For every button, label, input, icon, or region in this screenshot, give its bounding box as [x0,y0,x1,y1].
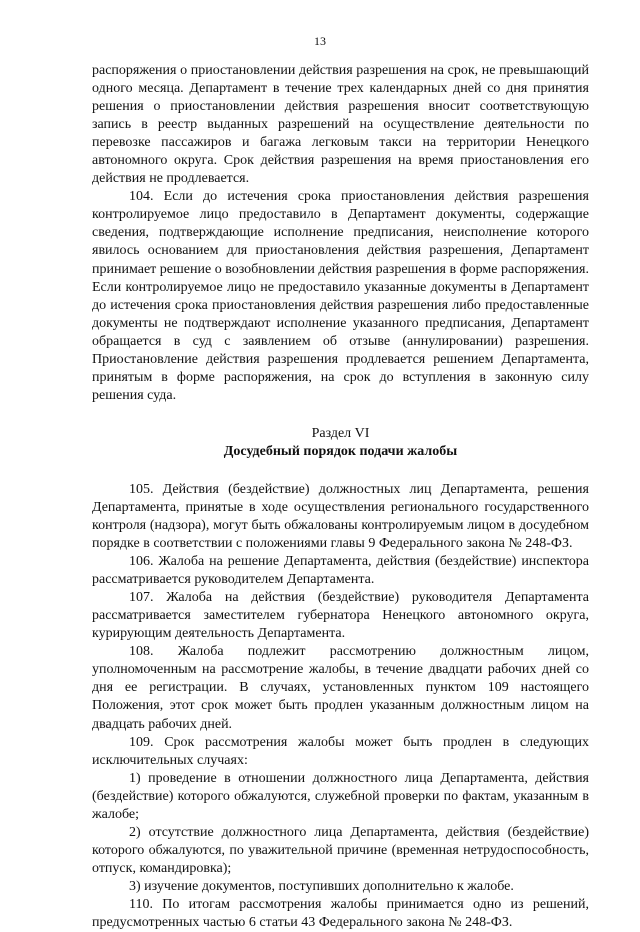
paragraph-109-item-2: 2) отсутствие должностного лица Департамента, действия (бездействие) которого обжалуются, по уважительной причине (временная нетрудоспособность, отпуск, командировка); [92,824,589,876]
paragraph-106: 106. Жалоба на решение Департамента, действия (бездействие) инспектора рассматривается руководителем Департамента. [92,554,589,588]
paragraph-107: 107. Жалоба на действия (бездействие) руководителя Департамента рассматривается заместителем губернатора Ненецкого автономного округа, курирующим деятельность Департамента. [92,590,589,642]
paragraph-continuation: распоряжения о приостановлении действия разрешения на срок, не превышающий одного месяца. Департамент в течение трех календарных дней со дня принятия решения о приостановлении действия разрешения вносит соответствующую запись в реестр выданных разрешений на осуществление деятельности по перевозке пассажиров и багажа легковым такси на территории Ненецкого автономного округа. Срок действия разрешения на время приостановления его действия не продлевается. [92,63,589,187]
paragraph-109-item-1: 1) проведение в отношении должностного лица Департамента, действия (бездействие) которого обжалуются, служебной проверки по фактам, указанным в жалобе; [92,770,589,822]
paragraph-104: 104. Если до истечения срока приостановления действия разрешения контролируемое лицо предоставило в Департамент документы, содержащие сведения, подтверждающие исполнение предписания, неисполнение которого явилось основанием для приостановления действия разрешения, Департамент принимает решение о возобновлении действия разрешения в форме распоряжения. Если контролируемое лицо не предоставило указанные документы в Департамент до истечения срока приостановления действия разрешения либо предоставленные документы не подтверждают исполнение указанного предписания, Департамент обращается в суд с заявлением об отзыве (аннулировании) разрешения. Приостановление действия разрешения продлевается решением Департамента, принятым в форме распоряжения, на срок до вступления в законную силу решения суда. [92,189,589,403]
paragraph-105: 105. Действия (бездействие) должностных лиц Департамента, решения Департамента, принятые в ходе осуществления регионального государственного контроля (надзора), могут быть обжалованы контролируемым лицом в досудебном порядке в соответствии с положениями главы 9 Федерального закона № 248-ФЗ. [92,481,589,552]
paragraph-109-item-3: 3) изучение документов, поступивших дополнительно к жалобе. [129,878,514,894]
paragraph-108: 108. Жалоба подлежит рассмотрению должностным лицом, уполномоченным на рассмотрение жалобы, в течение двадцати рабочих дней со дня ее регистрации. В случаях, установленных пунктом 109 настоящего Положения, этот срок может быть продлен указанным должностным лицом на двадцать рабочих дней. [92,644,589,732]
paragraph-110: 110. По итогам рассмотрения жалобы принимается одно из решений, предусмотренных частью 6 статьи 43 Федерального закона № 248-ФЗ. [92,896,589,931]
document-body [92,62,589,932]
section-heading: Раздел VI [311,425,370,441]
paragraph-109: 109. Срок рассмотрения жалобы может быть продлен в следующих исключительных случаях: [92,734,589,768]
section-title: Досудебный порядок подачи жалобы [223,443,458,459]
page-number: 13 [314,34,326,48]
